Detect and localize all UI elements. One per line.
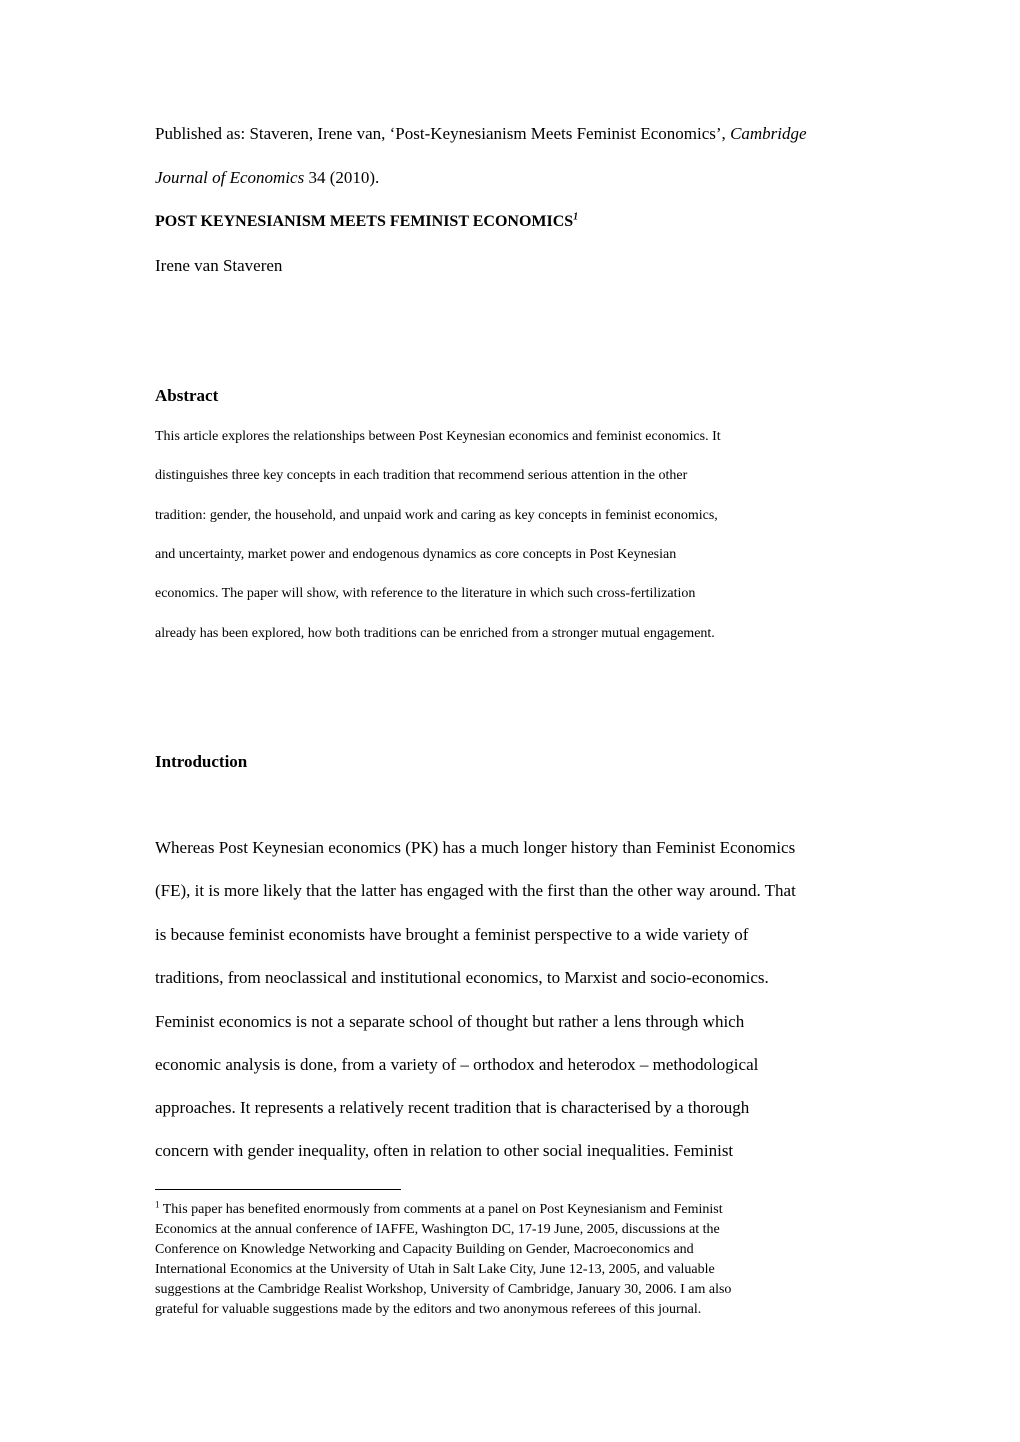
body-line: traditions, from neoclassical and institutional economics, to Marxist and socio-economics. (155, 968, 769, 987)
body-line: Whereas Post Keynesian economics (PK) has a much longer history than Feminist Economics (155, 838, 796, 857)
journal-name-part-1: Cambridge (730, 124, 807, 143)
paper-title (155, 213, 578, 231)
introduction-heading: Introduction (155, 752, 248, 771)
footnote-line (155, 1200, 895, 1220)
paper-title-text: POST KEYNESIANISM MEETS FEMINIST ECONOMICS (155, 213, 574, 230)
abstract-heading: Abstract (155, 386, 219, 405)
footnote-line: grateful for valuable suggestions made by the editors and two anonymous referees of this journal. (155, 1302, 702, 1317)
footnote-line: International Economics at the University of Utah in Salt Lake City, June 12-13, 2005, and valuable (155, 1262, 715, 1277)
abstract-line: and uncertainty, market power and endogenous dynamics as core concepts in Post Keynesian (155, 547, 677, 562)
abstract-line: This article explores the relationships between Post Keynesian economics and feminist economics. It (155, 429, 721, 444)
citation-line-2 (155, 168, 379, 188)
footnote-text: This paper has benefited enormously from comments at a panel on Post Keynesianism and Feminist (159, 1202, 723, 1217)
abstract-line: already has been explored, how both traditions can be enriched from a stronger mutual engagement. (155, 626, 715, 641)
footnote-line: Conference on Knowledge Networking and Capacity Building on Gender, Macroeconomics and (155, 1242, 694, 1257)
footnote (155, 1200, 895, 1320)
body-line: (FE), it is more likely that the latter has engaged with the first than the other way around. That (155, 881, 796, 900)
body-line: Feminist economics is not a separate school of thought but rather a lens through which (155, 1012, 745, 1031)
abstract-line: tradition: gender, the household, and unpaid work and caring as key concepts in feminist economics, (155, 508, 718, 523)
footnote-separator (155, 1189, 401, 1190)
author-name: Irene van Staveren (155, 256, 283, 275)
body-line: economic analysis is done, from a variety of – orthodox and heterodox – methodological (155, 1055, 759, 1074)
citation-volume: 34 (2010). (304, 168, 380, 187)
journal-name-part-2: Journal of Economics (155, 168, 305, 187)
body-line: concern with gender inequality, often in relation to other social inequalities. Feminist (155, 1141, 734, 1160)
footnote-mark: 1 (155, 1199, 160, 1210)
footnote-line: suggestions at the Cambridge Realist Workshop, University of Cambridge, January 30, 2006. I am also (155, 1282, 732, 1297)
citation-text: Published as: Staveren, Irene van, ‘Post-Keynesianism Meets Feminist Economics’, (155, 124, 731, 143)
body-line: is because feminist economists have brought a feminist perspective to a wide variety of (155, 925, 749, 944)
body-line: approaches. It represents a relatively recent tradition that is characterised by a thorough (155, 1098, 750, 1117)
abstract-line: distinguishes three key concepts in each tradition that recommend serious attention in the other (155, 468, 688, 483)
abstract-line: economics. The paper will show, with reference to the literature in which such cross-fertilization (155, 586, 696, 601)
footnote-line: Economics at the annual conference of IAFFE, Washington DC, 17-19 June, 2005, discussions at the (155, 1222, 720, 1237)
title-footnote-mark: 1 (573, 211, 579, 223)
citation-line-1 (155, 124, 807, 144)
